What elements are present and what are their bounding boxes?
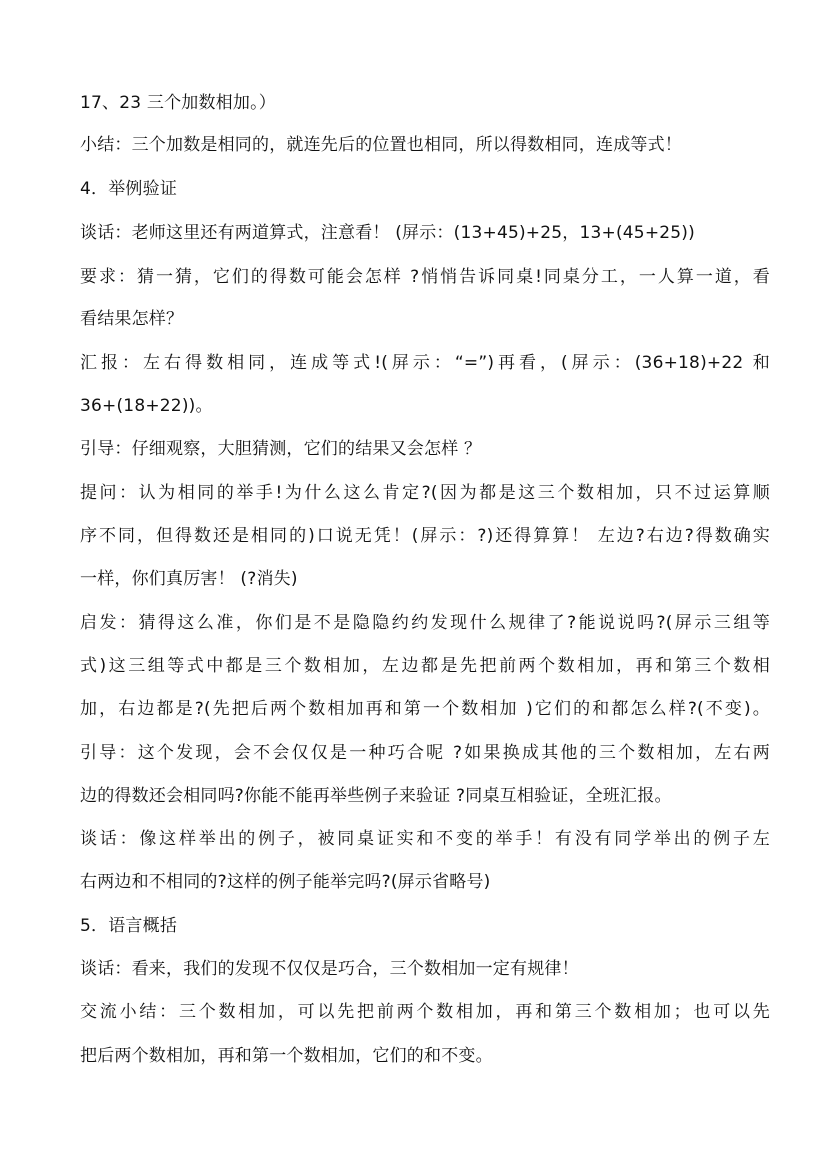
text-line: 加，右边都是?(先把后两个数相加再和第一个数相加 )它们的和都怎么样?(不变)。 <box>80 699 770 719</box>
text-line: 把后两个数相加，再和第一个数相加，它们的和不变。 <box>80 1046 493 1066</box>
text-line: 小结：三个加数是相同的，就连先后的位置也相同，所以得数相同，连成等式！ <box>80 135 682 155</box>
text-line: 17、23 三个加数相加。） <box>80 93 276 113</box>
section-heading: 4．举例验证 <box>80 179 178 199</box>
text-line: 谈话：看来，我们的发现不仅仅是巧合，三个数相加一定有规律！ <box>80 959 579 979</box>
text-line: 汇报：左右得数相同，连成等式!(屏示：“=”)再看，(屏示：(36+18)+22 和 <box>80 353 770 373</box>
text-line: 一样，你们真厉害！ (?消失) <box>80 569 298 589</box>
section-heading: 5．语言概括 <box>80 916 178 936</box>
text-line: 引导：仔细观察，大胆猜测，它们的结果又会怎样 ？ <box>80 439 482 459</box>
text-line: 谈话：像这样举出的例子，被同桌证实和不变的举手！有没有同学举出的例子左 <box>80 829 770 849</box>
text-line: 提问：认为相同的举手!为什么这么肯定?(因为都是这三个数相加，只不过运算顺 <box>80 483 770 503</box>
text-line: 看结果怎样？ <box>80 309 184 329</box>
text-line: 边的得数还会相同吗?你能不能再举些例子来验证 ?同桌互相验证，全班汇报。 <box>80 786 672 806</box>
text-line: 右两边和不相同的?这样的例子能举完吗?(屏示省略号) <box>80 872 491 892</box>
text-line: 引导：这个发现，会不会仅仅是一种巧合呢 ?如果换成其他的三个数相加，左右两 <box>80 743 770 763</box>
text-line: 谈话：老师这里还有两道算式，注意看！ (屏示：(13+45)+25，13+(45+25)) <box>80 223 695 243</box>
text-line: 交流小结：三个数相加，可以先把前两个数相加，再和第三个数相加；也可以先 <box>80 1002 770 1022</box>
text-line: 36+(18+22))。 <box>80 396 213 416</box>
text-line: 式)这三组等式中都是三个数相加，左边都是先把前两个数相加，再和第三个数相 <box>80 656 770 676</box>
text-line: 序不同，但得数还是相同的)口说无凭！(屏示：?)还得算算！ 左边?右边?得数确实 <box>80 526 770 546</box>
text-line: 启发：猜得这么准，你们是不是隐隐约约发现什么规律了?能说说吗?(屏示三组等 <box>80 613 770 633</box>
text-line: 要求：猜一猜，它们的得数可能会怎样 ?悄悄告诉同桌!同桌分工，一人算一道，看 <box>80 267 770 287</box>
